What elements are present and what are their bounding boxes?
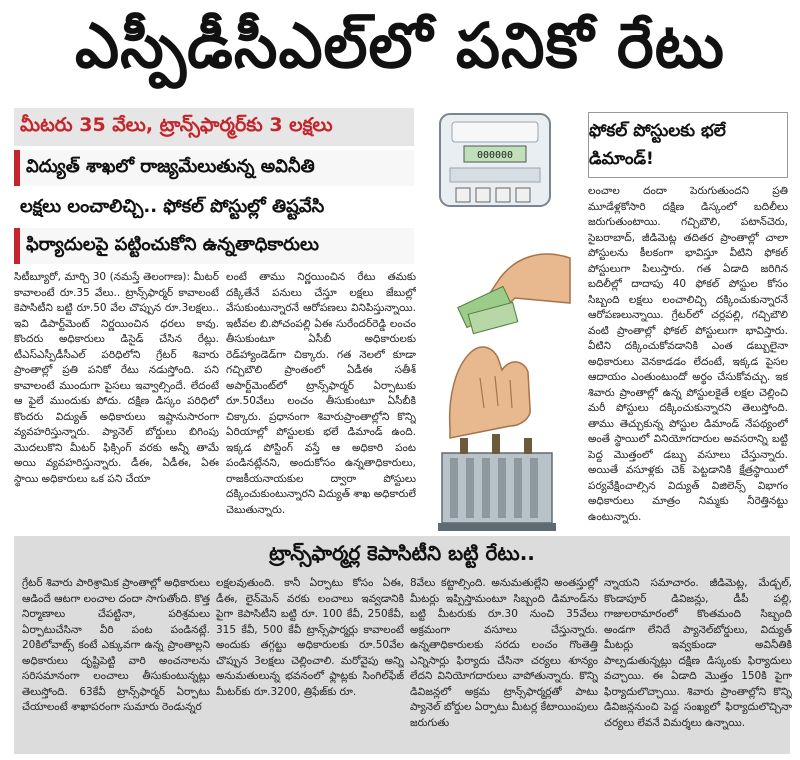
box-column-2: లక్షలవుతుంది. కానీ ఏర్పాటు కోసం ఏఈ, డీఈ, లైన్‌మెన్ వరకు లంచాలు ఇవ్వడానికి పైగా కెపాసిటీని బట్టి రూ. 100 కేవీ, 250కేవీ, 315 కేవీ, 500 కేవీ ట్రాన్స్‌ఫార్మర్లు కావాలంటే అందుకు తగ్గట్టు అధికారులకు రూ.50వేల చొప్పున 3లక్షలు చెల్లించాలి. మరోవైపు అన్ని అనుమతులున్న భవనంలో ఫ్లాట్లకు సింగిల్‌ఫేజ్ మీటర్‌కు రూ.3200, త్రిఫేజ్‌కు రూ. (216, 577, 404, 698)
electricity-meter-icon (440, 114, 550, 206)
box-column-1: గ్రేటర్ శివారు పారిశ్రామిక ప్రాంతాల్లో అధికారులు ఆడిందే ఆటగా లంచాల దందా సాగుతోంది. కొత్త నిర్మాణాలు చేపట్టినా, పరిశ్రమలు ఏర్పాటుచేసినా వీరి పంట పండినట్లే. 20కిలోవాట్స్ కంటే ఎక్కువగా ఉన్న ప్రాంతాల్లని అధికారులు దృష్టిపెట్టి వారి అంచనాలను సరిసమానంగా లంచాలు తీసుకుంటున్నట్లు తెలుస్తోంది. 63కేవీ ట్రాన్స్‌ఫార్మర్ ఏర్పాటు చేయాలంటే శాఖాపరంగా సుమారు రెండున్నర (22, 577, 210, 713)
headline-text: ఎస్పీడీసీఎల్‌లో పనికో రేటు (74, 8, 725, 82)
headline (0, 0, 800, 105)
deck-line-1 (14, 150, 414, 186)
box-column-4: న్నాయని సమాచారం. జీడిమెట్ల, మేడ్చల్, కొండాపూర్ డివిజన్లు, డీపీ పల్లి, గాజులరామారంలో కొంతమంది సిబ్బంది అండగా లేనిదే ప్యానెల్‌బోర్డులు, విద్యుత్ మీటర్లు ఇవ్వకుండా అవినీతికి పాల్పడుతున్నట్లు దక్షిణ డిస్కంకు ఫిర్యాదులు వచ్చాయి. ఈ ఏడాది మొత్తం 150కి పైగా ఫిర్యాదులొచ్చాయి. శివారు ప్రాంతాల్లోని కొన్ని డివిజన్లనుంచి పెద్ద సంఖ్యలో ఫిర్యాదులొచ్చినా చర్యలు లేవనే విమర్శలు ఉన్నాయి. (604, 577, 792, 729)
transformer-rates-box (14, 536, 790, 754)
deck-text: ఫిర్యాదులపై పట్టించుకోని ఉన్నతాధికారులు (26, 233, 319, 255)
sidebar-heading-text: ఫోకల్ పోస్టులకు భలే డిమాండ్! (589, 121, 726, 169)
sidebar-body: లంచాల దందా పెరుగుతుందని ప్రతి మూడేళ్లకోసారి దక్షిణ డిస్కంలో బదిలీలు జరుగుతుంటాయి. గచ్చిబౌలి, పటాన్‌చెరు, సైబరాబాద్, జీడిమెట్ల తదితర ప్రాంతాల్లో చాలా పోస్టులను కీలకంగా భావిస్తూ వీటిని ఫోకల్ పోస్టులుగా పిలుస్తారు. గత ఏడాది జరిగిన బదిలీల్లో దాదాపు 40 ఫోకల్ పోస్టుల కోసం సిబ్బంది లక్షలు లంచాలిచ్చి దక్కించుకున్నారనే ఆరోపణలున్నాయి. గ్రేటర్‌లో చర్లపల్లి, గచ్చిబౌలి వంటి ప్రాంతాల్లో ఫోకల్ పోస్టులుగా భావిస్తారు. వీటిని దక్కించుకోవడానికి ఎంత డబ్బులైనా అధికారులు వెనకాడడం లేదంటే, ఇక్కడ పైసల ఆదాయం ఎంతుంటుందో అర్థం చేసుకోవచ్చు. ఇక శివారు ప్రాంతాల్లో ఉన్న పోస్టులకైతే లక్షల చెల్లించి మరీ పోస్టులు దక్కించుకున్నారని తెలుస్తోంది. తాము తెచ్చుకున్న పోస్టుల డిమాండ్ నేపథ్యంలో అంతే స్థాయిలో వినియోగదారుల అవసరాన్ని బట్టి పెద్ద మొత్తంలో డబ్బు వసూలు చేస్తున్నారు. అయితే వసూళ్లకు చెక్ పెట్టడానికి క్షేత్రస్థాయిలో పర్యవేక్షించాల్సిన విద్యుత్ విజిలెన్స్ విభాగం అధికారులు మాత్రం నిమ్మకు నీరెత్తినట్టు ఉంటున్నారు. (588, 185, 788, 523)
bribe-illustration (420, 108, 575, 538)
deck-text: లక్షలు లంచాలిచ్చి.. ఫోకల్ పోస్టుల్లో తిష్టవేసి (20, 195, 325, 217)
subheadline: మీటరు 35 వేలు, ట్రాన్స్‌ఫార్మర్‌కు 3 లక్షలు (20, 113, 333, 136)
hand-giving-money-icon (458, 254, 570, 334)
deck-line-3 (14, 228, 414, 264)
article-column-2: లంటే తాము నిర్ణయించిన రేటు తమకు దక్కితేనే పనులు చేస్తూ లక్షలు జేబుల్లో వేసుకుంటున్నారనే ఆరోపణలు వినిపిస్తున్నాయి. ఇటీవల బి.పోచంపల్లి ఏఈ సురేందర్‌రెడ్డి లంచం తీసుకుంటూ ఏసీబీ అధికారులకు రెడ్‌హ్యాండెడ్‌గా చిక్కారు. గత నెలలో కూడా గచ్చిబౌలి ప్రాంతంలో ఏడీఈ సతీశ్ అపార్ట్‌మెంట్‌లో ట్రాన్స్‌ఫార్మర్ ఏర్పాటుకు రూ.50వేలు లంచం తీసుకుంటూ ఏసీబీకి చిక్కారు. ప్రధానంగా శివారుప్రాంతాల్లోని కొన్ని ఏరియాల్లో పోస్టులకు భలే డిమాండ్ ఉంది. ఇక్కడ పోస్టింగ్ వస్తే ఆ అధికారి పంట పండినట్లేనని, అందుకోసం ఉన్నతాధికారులు, రాజకీయనాయకుల ద్వారా పోస్టులు దక్కించుకుంటున్నారని విద్యుత్ శాఖ అధికారులే చెబుతున్నారు. (226, 271, 416, 516)
hand-receiving-money-icon (450, 347, 531, 438)
deck-line-2 (14, 190, 414, 226)
transformer-icon (438, 434, 556, 531)
svg-text:000000: 000000 (476, 150, 514, 161)
subheadline-band (14, 108, 414, 146)
box-column-3: 8వేలు కట్టాల్సింది. అనుమతుల్లేని అంతస్తుల్లో మీటర్లు ఇప్పిస్తామంటూ సిబ్బంది డిమాండ్‌ను బట్టి మీటరుకు రూ.30 నుంచి 35వేలు అక్రమంగా వసూలు చేస్తున్నారు. ఉన్నతాధికారులకు సరదు లంచం గొంతెత్తి ఎన్నిసార్లు ఫిర్యాదు చేసినా చర్యలు శూన్యం లేదని వినియోగదారులు వాపోతున్నారు. కొన్ని డివిజన్లలో అక్రమ ట్రాన్స్‌ఫార్మర్లతో పాటు ప్యానెల్ బోర్డుల ఏర్పాటు మీటర్ల కేటాయింపులు జరుగుతు (410, 577, 598, 729)
box-title-text: ట్రాన్స్‌ఫార్మర్ల కెపాసిటీని బట్టి రేటు.. (269, 540, 535, 565)
deck-text: విద్యుత్ శాఖలో రాజ్యమేలుతున్న అవినీతి (26, 155, 315, 177)
box-title (14, 540, 790, 570)
sidebar-heading (588, 112, 788, 178)
article-column-1: సిటీబ్యూరో, మార్చి 30 (నమస్తే తెలంగాణ): మీటర్ కావాలంటే రూ.35 వేలు.. ట్రాన్స్‌ఫార్మర్ కావాలంటే కెపాసిటీని బట్టి రూ.50 వేల చొప్పున రూ.3లక్షలు.. ఇవి డిపార్ట్‌మెంట్ నిర్ణయించిన ధరలు కావు. కొందరు అధికారులు డిసైడ్ చేసిన రేట్లు. టీఎస్‌ఎస్పీడీసీఎల్ పరిధిలోని గ్రేటర్ శివారు ప్రాంతాల్లో ప్రతి పనికో రేటు నడుస్తోంది. పని కావాలంటే ముందుగా పైసలు ఇవ్వాల్సిందే. లేదంటే ఆ ఫైలే ముందుకు పోదు. దక్షిణ డిస్కం పరిధిలో కొందరు విద్యుత్ అధికారులు ఇష్టానుసారంగా వ్యవహరిస్తున్నారు. ప్యానెల్ బోర్డులు బిగింపు మొదలుకొని మీటర్ ఫిక్సింగ్ వరకు అన్నీ తామే అయి వ్యవహరిస్తున్నారు. డీఈ, ఏడీఈ, ఏఈ స్థాయి అధికారులు ఒక పని చేయా (14, 271, 219, 485)
